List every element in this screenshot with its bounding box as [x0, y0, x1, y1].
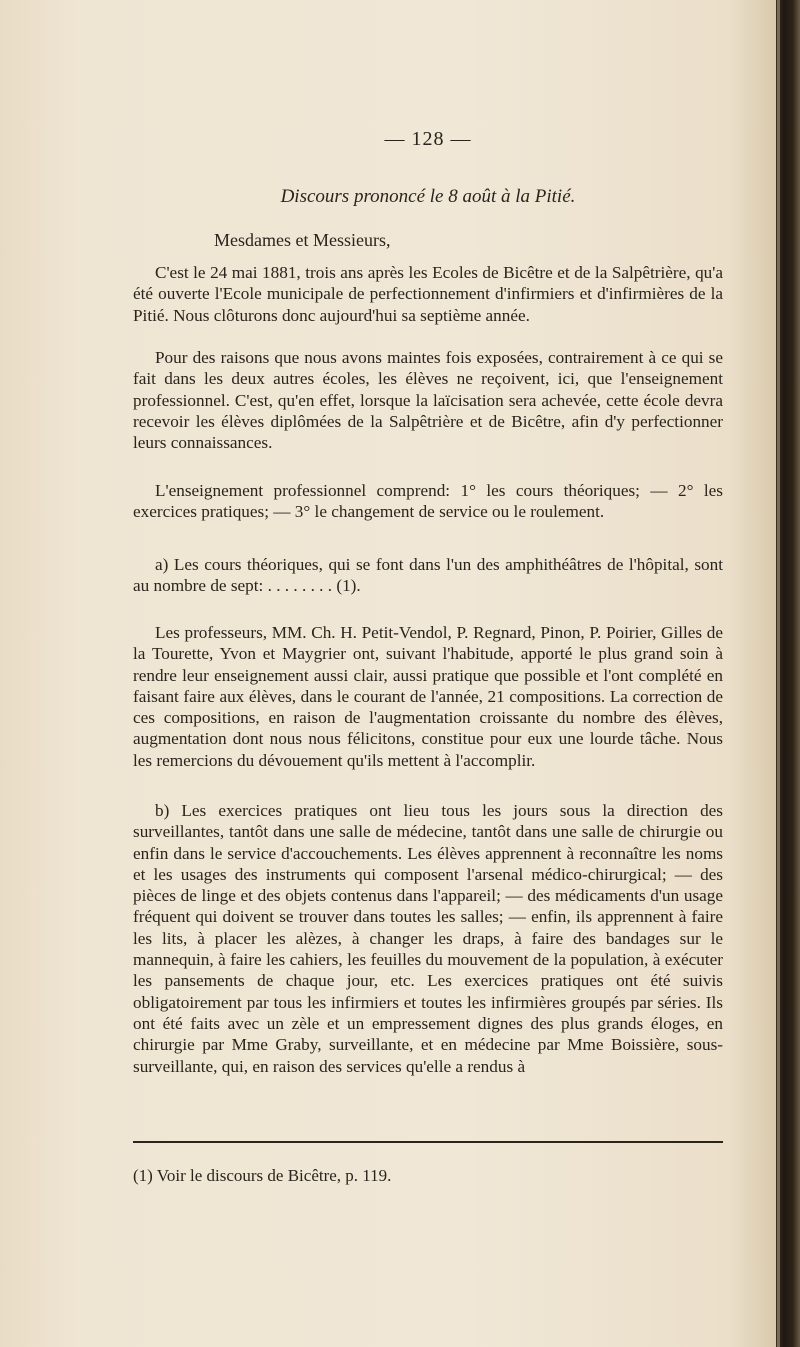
paragraph-opening [133, 262, 723, 326]
paragraph-text: Pour des raisons que nous avons maintes fois exposées, contrairement à ce qui se fait dans les deux autres écoles, les élèves ne reçoivent, ici, que l'enseignement professionnel. C'est, qu'en effet, lorsque la laïcisation sera achevée, cette école devra recevoir les élèves diplômées de la Salpêtrière et de Bicêtre, afin d'y perfectionner leurs connaissances. [133, 348, 723, 453]
paragraph-reasons [133, 347, 723, 453]
paragraph-practical-exercises [133, 800, 723, 1077]
paragraph-text: Les professeurs, MM. Ch. H. Petit-Vendol, P. Regnard, Pinon, P. Poirier, Gilles de la Tourette, Yvon et Maygrier ont, suivant l'habitude, apporté le plus grand soin à rendre leur enseignement aussi clair, aussi pratique que possible et l'ont complété en faisant faire aux élèves, dans le courant de l'année, 21 compositions. La correction de ces compositions, en raison de l'augmentation croissante du nombre des élèves, augmentation dont nous nous félicitons, constitue pour eux une lourde tâche. Nous les remercions du dévouement qu'ils mettent à l'accomplir. [133, 623, 723, 770]
paragraph-teaching [133, 480, 723, 523]
speech-heading: Discours prononcé le 8 août à la Pitié. [280, 186, 576, 207]
paragraph-text: a) Les cours théoriques, qui se font dans l'un des amphithéâtres de l'hôpital, sont au nombre de sept: . . . . . . . . (1). [133, 555, 723, 596]
footnote: (1) Voir le discours de Bicêtre, p. 119. [133, 1166, 392, 1185]
footnote-divider [133, 1141, 723, 1143]
paragraph-professors [133, 622, 723, 771]
salutation: Mesdames et Messieurs, [214, 230, 391, 250]
page-number: — 128 — [384, 128, 472, 150]
spine-edge [777, 0, 780, 1347]
paragraph-text: L'enseignement professionnel comprend: 1° les cours théoriques; — 2° les exercices pratiques; — 3° le changement de service ou le roulement. [133, 481, 723, 522]
paragraph-text: b) Les exercices pratiques ont lieu tous les jours sous la direction des surveillantes, tantôt dans une salle de médecine, tantôt dans une salle de chirurgie ou enfin dans le service d'accouchements. Les élèves apprennent à reconnaître les noms et les usages des instruments qui composent l'arsenal médico-chirurgical; — des pièces de linge et des objets contenus dans l'appareil; — des médicaments d'un usage fréquent qui doivent se trouver dans toutes les salles; — enfin, ils apprennent à faire les lits, à placer les alèzes, à changer les draps, à faire des bandages sur le mannequin, à faire les cahiers, les feuilles du mouvement de la population, à exécuter les pansements de chaque jour, etc. Les exercices pratiques ont été suivis obligatoirement par tous les infirmiers et toutes les infirmières groupés par séries. Ils ont été faits avec un zèle et un empressement dignes des plus grands éloges, en chirurgie par Mme Graby, surveillante, et en médecine par Mme Boissière, sous-surveillante, qui, en raison des services qu'elle a rendus à [133, 801, 723, 1076]
paragraph-theory-courses [133, 554, 723, 597]
paragraph-text: C'est le 24 mai 1881, trois ans après les Ecoles de Bicêtre et de la Salpêtrière, qu'a été ouverte l'Ecole municipale de perfectionnement d'infirmiers et d'infirmières de la Pitié. Nous clôturons donc aujourd'hui sa septième année. [133, 263, 723, 325]
